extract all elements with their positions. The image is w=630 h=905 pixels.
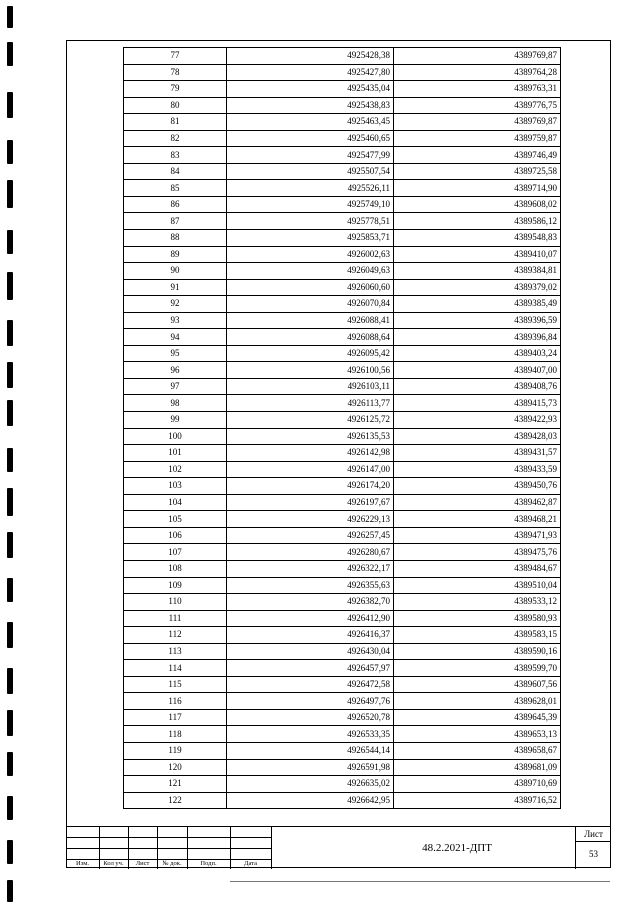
binder-mark xyxy=(7,400,13,426)
x-coordinate-cell: 4926095,42 xyxy=(227,345,394,362)
point-number-cell: 103 xyxy=(124,478,227,495)
table-row xyxy=(124,362,561,379)
table-row xyxy=(124,213,561,230)
point-number-cell: 116 xyxy=(124,693,227,710)
point-number-cell: 117 xyxy=(124,709,227,726)
y-coordinate-cell: 4389681,09 xyxy=(394,759,561,776)
table-row xyxy=(124,246,561,263)
table-row xyxy=(124,412,561,429)
x-coordinate-cell: 4926197,67 xyxy=(227,494,394,511)
table-row xyxy=(124,776,561,793)
table-row xyxy=(124,180,561,197)
x-coordinate-cell: 4926412,90 xyxy=(227,610,394,627)
y-coordinate-cell: 4389599,70 xyxy=(394,660,561,677)
y-coordinate-cell: 4389776,75 xyxy=(394,97,561,114)
y-coordinate-cell: 4389725,58 xyxy=(394,163,561,180)
y-coordinate-cell: 4389714,90 xyxy=(394,180,561,197)
x-coordinate-cell: 4926229,13 xyxy=(227,511,394,528)
point-number-cell: 109 xyxy=(124,577,227,594)
table-row xyxy=(124,48,561,65)
table-row xyxy=(124,693,561,710)
x-coordinate-cell: 4925463,45 xyxy=(227,114,394,131)
binder-mark xyxy=(7,840,13,864)
point-number-cell: 79 xyxy=(124,81,227,98)
x-coordinate-cell: 4926125,72 xyxy=(227,412,394,429)
point-number-cell: 107 xyxy=(124,544,227,561)
table-row xyxy=(124,445,561,462)
x-coordinate-cell: 4926544,14 xyxy=(227,742,394,759)
table-row xyxy=(124,792,561,809)
point-number-cell: 88 xyxy=(124,230,227,247)
table-row xyxy=(124,627,561,644)
point-number-cell: 95 xyxy=(124,345,227,362)
y-coordinate-cell: 4389384,81 xyxy=(394,263,561,280)
x-coordinate-cell: 4926322,17 xyxy=(227,560,394,577)
table-row xyxy=(124,610,561,627)
point-number-cell: 120 xyxy=(124,759,227,776)
y-coordinate-cell: 4389645,39 xyxy=(394,709,561,726)
x-coordinate-cell: 4926430,04 xyxy=(227,643,394,660)
y-coordinate-cell: 4389475,76 xyxy=(394,544,561,561)
point-number-cell: 92 xyxy=(124,296,227,313)
x-coordinate-cell: 4926591,98 xyxy=(227,759,394,776)
binder-mark xyxy=(7,710,13,736)
binder-mark xyxy=(7,532,13,558)
x-coordinate-cell: 4926088,41 xyxy=(227,312,394,329)
x-coordinate-cell: 4926497,76 xyxy=(227,693,394,710)
point-number-cell: 84 xyxy=(124,163,227,180)
document-code: 48.2.2021-ДПТ xyxy=(271,827,630,869)
table-row xyxy=(124,147,561,164)
point-number-cell: 85 xyxy=(124,180,227,197)
y-coordinate-cell: 4389396,59 xyxy=(394,312,561,329)
table-row xyxy=(124,726,561,743)
point-number-cell: 90 xyxy=(124,263,227,280)
binder-mark xyxy=(7,362,13,388)
point-number-cell: 93 xyxy=(124,312,227,329)
y-coordinate-cell: 4389608,02 xyxy=(394,196,561,213)
y-coordinate-cell: 4389379,02 xyxy=(394,279,561,296)
x-coordinate-cell: 4926642,95 xyxy=(227,792,394,809)
y-coordinate-cell: 4389769,87 xyxy=(394,48,561,65)
binder-mark xyxy=(7,140,13,164)
y-coordinate-cell: 4389607,56 xyxy=(394,676,561,693)
table-row xyxy=(124,64,561,81)
y-coordinate-cell: 4389716,52 xyxy=(394,792,561,809)
table-row xyxy=(124,742,561,759)
y-coordinate-cell: 4389590,16 xyxy=(394,643,561,660)
binder-mark xyxy=(7,752,13,776)
y-coordinate-cell: 4389408,76 xyxy=(394,378,561,395)
x-coordinate-cell: 4925435,04 xyxy=(227,81,394,98)
binder-mark xyxy=(7,180,13,208)
x-coordinate-cell: 4925507,54 xyxy=(227,163,394,180)
x-coordinate-cell: 4926002,63 xyxy=(227,246,394,263)
binder-mark xyxy=(7,488,13,516)
point-number-cell: 96 xyxy=(124,362,227,379)
y-coordinate-cell: 4389415,73 xyxy=(394,395,561,412)
table-row xyxy=(124,279,561,296)
binder-mark xyxy=(7,320,13,346)
binder-mark xyxy=(7,272,13,300)
table-row xyxy=(124,676,561,693)
x-coordinate-cell: 4925477,99 xyxy=(227,147,394,164)
table-row xyxy=(124,329,561,346)
y-coordinate-cell: 4389759,87 xyxy=(394,130,561,147)
y-coordinate-cell: 4389433,59 xyxy=(394,461,561,478)
table-row xyxy=(124,643,561,660)
x-coordinate-cell: 4925460,65 xyxy=(227,130,394,147)
point-number-cell: 94 xyxy=(124,329,227,346)
table-row xyxy=(124,378,561,395)
x-coordinate-cell: 4926457,97 xyxy=(227,660,394,677)
x-coordinate-cell: 4925749,10 xyxy=(227,196,394,213)
point-number-cell: 86 xyxy=(124,196,227,213)
point-number-cell: 112 xyxy=(124,627,227,644)
point-number-cell: 105 xyxy=(124,511,227,528)
point-number-cell: 82 xyxy=(124,130,227,147)
table-row xyxy=(124,296,561,313)
x-coordinate-cell: 4926113,77 xyxy=(227,395,394,412)
coordinates-table-body xyxy=(124,48,561,809)
binder-mark xyxy=(7,796,13,820)
x-coordinate-cell: 4926355,63 xyxy=(227,577,394,594)
revision-grid xyxy=(66,827,271,869)
point-number-cell: 99 xyxy=(124,412,227,429)
coordinates-table xyxy=(123,47,561,809)
sheet-number: 53 xyxy=(589,849,598,859)
stamp-label-quantity: Кол уч. xyxy=(103,860,124,867)
x-coordinate-cell: 4926142,98 xyxy=(227,445,394,462)
grid-line xyxy=(66,848,271,849)
point-number-cell: 101 xyxy=(124,445,227,462)
binder-mark xyxy=(7,6,13,28)
stamp-label-sheet: Лист xyxy=(135,860,150,867)
y-coordinate-cell: 4389396,84 xyxy=(394,329,561,346)
x-coordinate-cell: 4925853,71 xyxy=(227,230,394,247)
x-coordinate-cell: 4926103,11 xyxy=(227,378,394,395)
y-coordinate-cell: 4389428,03 xyxy=(394,428,561,445)
y-coordinate-cell: 4389580,93 xyxy=(394,610,561,627)
table-row xyxy=(124,494,561,511)
table-row xyxy=(124,759,561,776)
table-row xyxy=(124,660,561,677)
x-coordinate-cell: 4926135,53 xyxy=(227,428,394,445)
x-coordinate-cell: 4926257,45 xyxy=(227,527,394,544)
x-coordinate-cell: 4925427,80 xyxy=(227,64,394,81)
y-coordinate-cell: 4389586,12 xyxy=(394,213,561,230)
title-block xyxy=(66,826,611,869)
table-row xyxy=(124,560,561,577)
x-coordinate-cell: 4926280,67 xyxy=(227,544,394,561)
table-row xyxy=(124,345,561,362)
binder-mark xyxy=(7,92,13,118)
point-number-cell: 98 xyxy=(124,395,227,412)
table-row xyxy=(124,478,561,495)
binder-mark xyxy=(7,578,13,602)
y-coordinate-cell: 4389403,24 xyxy=(394,345,561,362)
point-number-cell: 80 xyxy=(124,97,227,114)
x-coordinate-cell: 4926635,02 xyxy=(227,776,394,793)
point-number-cell: 91 xyxy=(124,279,227,296)
point-number-cell: 114 xyxy=(124,660,227,677)
binder-mark xyxy=(7,448,13,472)
y-coordinate-cell: 4389533,12 xyxy=(394,594,561,611)
point-number-cell: 89 xyxy=(124,246,227,263)
y-coordinate-cell: 4389407,00 xyxy=(394,362,561,379)
x-coordinate-cell: 4926100,56 xyxy=(227,362,394,379)
y-coordinate-cell: 4389746,49 xyxy=(394,147,561,164)
table-row xyxy=(124,577,561,594)
grid-line xyxy=(66,837,271,838)
point-number-cell: 106 xyxy=(124,527,227,544)
point-number-cell: 104 xyxy=(124,494,227,511)
stamp-label-change: Изм. xyxy=(76,860,89,867)
y-coordinate-cell: 4389462,87 xyxy=(394,494,561,511)
binder-mark xyxy=(7,668,13,694)
x-coordinate-cell: 4925438,83 xyxy=(227,97,394,114)
x-coordinate-cell: 4926060,60 xyxy=(227,279,394,296)
y-coordinate-cell: 4389769,87 xyxy=(394,114,561,131)
y-coordinate-cell: 4389548,83 xyxy=(394,230,561,247)
bottom-rule xyxy=(230,881,610,882)
x-coordinate-cell: 4926070,84 xyxy=(227,296,394,313)
stamp-label-signature: Подп. xyxy=(200,860,217,867)
y-coordinate-cell: 4389628,01 xyxy=(394,693,561,710)
x-coordinate-cell: 4925428,38 xyxy=(227,48,394,65)
table-row xyxy=(124,527,561,544)
x-coordinate-cell: 4926533,35 xyxy=(227,726,394,743)
x-coordinate-cell: 4926520,78 xyxy=(227,709,394,726)
point-number-cell: 115 xyxy=(124,676,227,693)
point-number-cell: 102 xyxy=(124,461,227,478)
y-coordinate-cell: 4389763,31 xyxy=(394,81,561,98)
y-coordinate-cell: 4389410,07 xyxy=(394,246,561,263)
x-coordinate-cell: 4926174,20 xyxy=(227,478,394,495)
table-row xyxy=(124,312,561,329)
y-coordinate-cell: 4389422,93 xyxy=(394,412,561,429)
y-coordinate-cell: 4389471,93 xyxy=(394,527,561,544)
sheet-box xyxy=(575,827,611,869)
y-coordinate-cell: 4389431,57 xyxy=(394,445,561,462)
table-row xyxy=(124,428,561,445)
y-coordinate-cell: 4389653,13 xyxy=(394,726,561,743)
point-number-cell: 81 xyxy=(124,114,227,131)
y-coordinate-cell: 4389484,67 xyxy=(394,560,561,577)
table-row xyxy=(124,114,561,131)
y-coordinate-cell: 4389450,76 xyxy=(394,478,561,495)
point-number-cell: 87 xyxy=(124,213,227,230)
table-row xyxy=(124,163,561,180)
table-row xyxy=(124,594,561,611)
point-number-cell: 100 xyxy=(124,428,227,445)
table-row xyxy=(124,196,561,213)
x-coordinate-cell: 4925778,51 xyxy=(227,213,394,230)
x-coordinate-cell: 4925526,11 xyxy=(227,180,394,197)
x-coordinate-cell: 4926472,58 xyxy=(227,676,394,693)
point-number-cell: 111 xyxy=(124,610,227,627)
point-number-cell: 118 xyxy=(124,726,227,743)
y-coordinate-cell: 4389385,49 xyxy=(394,296,561,313)
binder-mark xyxy=(7,622,13,648)
binder-mark xyxy=(7,880,13,902)
point-number-cell: 119 xyxy=(124,742,227,759)
table-row xyxy=(124,230,561,247)
y-coordinate-cell: 4389510,04 xyxy=(394,577,561,594)
x-coordinate-cell: 4926416,37 xyxy=(227,627,394,644)
table-row xyxy=(124,709,561,726)
y-coordinate-cell: 4389710,69 xyxy=(394,776,561,793)
binder-mark xyxy=(7,42,13,66)
y-coordinate-cell: 4389583,15 xyxy=(394,627,561,644)
point-number-cell: 122 xyxy=(124,792,227,809)
x-coordinate-cell: 4926147,00 xyxy=(227,461,394,478)
table-row xyxy=(124,130,561,147)
point-number-cell: 77 xyxy=(124,48,227,65)
point-number-cell: 113 xyxy=(124,643,227,660)
point-number-cell: 83 xyxy=(124,147,227,164)
table-row xyxy=(124,395,561,412)
y-coordinate-cell: 4389468,21 xyxy=(394,511,561,528)
binder-mark xyxy=(7,230,13,254)
y-coordinate-cell: 4389658,67 xyxy=(394,742,561,759)
x-coordinate-cell: 4926088,64 xyxy=(227,329,394,346)
point-number-cell: 78 xyxy=(124,64,227,81)
table-row xyxy=(124,81,561,98)
point-number-cell: 108 xyxy=(124,560,227,577)
table-row xyxy=(124,544,561,561)
table-row xyxy=(124,461,561,478)
table-row xyxy=(124,263,561,280)
table-row xyxy=(124,97,561,114)
point-number-cell: 110 xyxy=(124,594,227,611)
point-number-cell: 121 xyxy=(124,776,227,793)
table-row xyxy=(124,511,561,528)
sheet-label: Лист xyxy=(576,829,611,842)
x-coordinate-cell: 4926049,63 xyxy=(227,263,394,280)
x-coordinate-cell: 4926382,70 xyxy=(227,594,394,611)
stamp-label-doc-number: № док. xyxy=(162,860,182,867)
point-number-cell: 97 xyxy=(124,378,227,395)
y-coordinate-cell: 4389764,28 xyxy=(394,64,561,81)
stamp-label-date: Дата xyxy=(244,860,257,867)
